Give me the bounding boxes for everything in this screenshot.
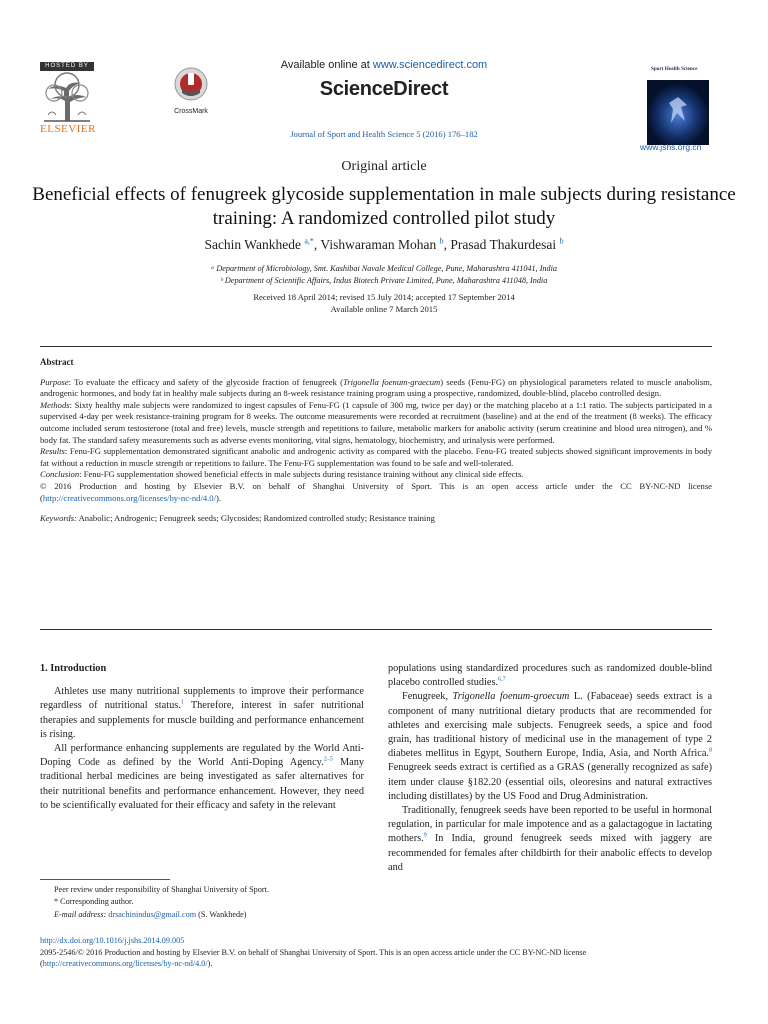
author-list: Sachin Wankhede $^{a,*}$, Vishwaraman Mohan $^b$, Prasad Thakurdesai $^b$ bbox=[204, 236, 564, 252]
abstract-copyright bbox=[40, 481, 712, 504]
keywords-label: Keywords: bbox=[40, 513, 77, 524]
sciencedirect-brand: ScienceDirect bbox=[319, 78, 449, 100]
crossmark-label: CrossMark bbox=[174, 108, 208, 115]
paragraph bbox=[388, 690, 712, 804]
author-affiliation-mark[interactable]: a,* bbox=[304, 236, 314, 246]
hosted-by-label: HOSTED BY bbox=[40, 62, 94, 71]
sciencedirect-link[interactable]: www.sciencedirect.com bbox=[372, 59, 488, 71]
purpose-label: Purpose bbox=[40, 376, 69, 387]
reference-link[interactable]: 1 bbox=[180, 699, 184, 706]
jshs-link[interactable]: www.jshs.org.cn bbox=[640, 142, 702, 152]
paragraph-text: populations using standardized procedures such as randomized double-blind placebo controlled studies. bbox=[388, 663, 712, 689]
corresponding-author-note: * Corresponding author. bbox=[54, 897, 134, 907]
purpose-text: : To evaluate the efficacy and safety of the glycoside fraction of fenugreek ( bbox=[68, 376, 343, 387]
article-type: Original article bbox=[341, 159, 427, 174]
paragraph bbox=[388, 662, 712, 690]
email-owner: (S. Wankhede) bbox=[196, 909, 247, 919]
divider bbox=[40, 629, 712, 630]
license-link[interactable]: http://creativecommons.org/licenses/by-nc-nd/4.0/ bbox=[42, 492, 216, 503]
paragraph-text: Therefore, interest in safer nutritional therapies and supplements for muscle building and performance enhancement is rising. bbox=[40, 700, 364, 740]
reference-link[interactable]: 8 bbox=[709, 747, 712, 754]
keywords bbox=[40, 513, 712, 525]
abstract-results bbox=[40, 446, 712, 469]
paragraph bbox=[40, 685, 364, 742]
cover-title: Sport Health Science bbox=[647, 63, 709, 80]
paragraph-text: Athletes use many nutritional supplements to improve their performance regardless of nutritional status. bbox=[40, 686, 364, 712]
email-link[interactable]: drsachinindus@gmail.com bbox=[108, 909, 197, 919]
online-date: Available online 7 March 2015 bbox=[330, 304, 438, 314]
section-heading: 1. Introduction bbox=[40, 663, 107, 674]
journal-citation-link[interactable]: Journal of Sport and Health Science 5 (2016) 176–182 bbox=[290, 129, 478, 139]
paragraph-text: Fenugreek, bbox=[402, 691, 453, 703]
reference-link[interactable]: 9 bbox=[423, 833, 427, 840]
received-dates: Received 18 April 2014; revised 15 July 2014; accepted 17 September 2014 bbox=[253, 292, 515, 302]
paragraph-text: Many traditional herbal medicines are being investigated as safer alternatives for their nutritional benefits and performance enhancement. However, they need to be scientifically evaluated for their efficacy and safety in the relevant bbox=[40, 757, 364, 811]
abstract-conclusion bbox=[40, 469, 712, 481]
article-title: Beneficial effects of fenugreek glycoside supplementation in male subjects during resistance training: A randomized controlled pilot study bbox=[32, 184, 736, 229]
copyright-text: © 2016 Production and hosting by Elsevier B.V. on behalf of Shanghai University of Sport. This is an open access article under the CC BY-NC-ND license ( bbox=[40, 480, 712, 503]
author-name[interactable]: Sachin Wankhede bbox=[204, 237, 301, 252]
paragraph-text: L. (Fabaceae) seeds extract is a component of many nutritional dietary products that are recommended for athletes and exercising male subjects. Fenugreek seeds, a spice and food grain, has traditional history of medicinal use in the management of type 2 diabetes mellitus in Egypt, Southern Europe, India, Asia, and North Africa. bbox=[388, 691, 713, 760]
paragraph-text: All performance enhancing supplements are regulated by the World Anti-Doping Code as defined by the World Anti-Doping Agency. bbox=[40, 743, 364, 769]
license-link[interactable]: http://creativecommons.org/licenses/by-nc-nd/4.0/ bbox=[42, 959, 208, 969]
body-column-left bbox=[40, 662, 364, 813]
peer-review-note: Peer review under responsibility of Shanghai University of Sport. bbox=[54, 885, 269, 894]
affiliation-b: ᵇ Department of Scientific Affairs, Indus Biotech Private Limited, Pune, Maharashtra 411048, India bbox=[220, 276, 548, 285]
author-affiliation-mark[interactable]: b bbox=[559, 236, 564, 246]
article-footer bbox=[40, 935, 712, 970]
methods-text: : Sixty healthy male subjects were randomized to ingest capsules of Fenu-FG (1 capsule of 300 mg, twice per day) or the matching placebo at a 1:1 ratio. The subjects participated in a supervised 4-day per week resistance-training program for 8 weeks. The outcome measurements were recorded at recruitment (baseline) and at the end of the treatment (8 weeks). The efficacy outcome included serum testosterone (total and free) levels, muscle strength and repetitions to failure, metabolic markers for anabolic activity (serum creatinine and blood urea nitrogen), and % body fat. The standard safety measurements such as adverse events monitoring, vital signs, hematology, biochemistry, and urinalysis were performed. bbox=[40, 399, 712, 445]
issn-text: ). bbox=[207, 959, 213, 969]
abstract-purpose bbox=[40, 377, 712, 400]
footnotes bbox=[40, 884, 364, 921]
abstract-methods bbox=[40, 400, 712, 446]
abstract-heading: Abstract bbox=[40, 357, 74, 367]
issn-text: 2095-2546/© 2016 Production and hosting by Elsevier B.V. on behalf of Shanghai University of Sport. This is an open access article under the CC BY-NC-ND license ( bbox=[40, 947, 587, 969]
paragraph-text: Fenugreek seeds extract is certified as a GRAS (generally recognized as safe) item under clause §182.20 (essential oils, oleoresins and natural extractives including distillates) by the US Food and Drug Administration. bbox=[388, 762, 712, 802]
results-text: : Fenu-FG supplementation demonstrated significant anabolic and androgenic activity as compared with the placebo. Fenu-FG treated subjects showed significant improvements in body fat without a reduction in muscle strength or repetitions to failure. The Fenu-FG supplementation was found to be safe and well-tolerated. bbox=[40, 446, 712, 468]
issn-copyright bbox=[40, 947, 712, 970]
reference-link[interactable]: 2–5 bbox=[323, 756, 333, 763]
paragraph bbox=[388, 804, 712, 875]
paragraph-text: In India, ground fenugreek seeds mixed with jaggery are recommended for females after childbirth for their anabolic effects to develop and bbox=[388, 833, 712, 873]
available-prefix: Available online at bbox=[280, 59, 373, 71]
paragraph bbox=[40, 742, 364, 813]
species-name: Trigonella foenum-groecum bbox=[452, 691, 570, 703]
doi-link[interactable]: http://dx.doi.org/10.1016/j.jshs.2014.09.005 bbox=[40, 936, 185, 945]
copyright-text: ). bbox=[215, 492, 221, 503]
elsevier-wordmark: ELSEVIER bbox=[40, 123, 96, 135]
paragraph-text: Traditionally, fenugreek seeds have been reported to be useful in hormonal regulation, in particular for male impotence and as a galactagogue in lactating mothers. bbox=[388, 805, 712, 845]
conclusion-label: Conclusion bbox=[40, 469, 80, 480]
affiliation-a: ᵃ Department of Microbiology, Smt. Kashibai Navale Medical College, Pune, Maharashtra 411041, India bbox=[211, 264, 557, 273]
footnote-divider bbox=[40, 879, 170, 880]
species-name: Trigonella foenum-graecum bbox=[343, 376, 441, 387]
email-label: E-mail address: bbox=[54, 909, 109, 919]
conclusion-text: : Fenu-FG supplementation showed beneficial effects in male subjects during resistance training without any clinical side effects. bbox=[79, 469, 524, 480]
email-note bbox=[40, 909, 364, 921]
author-name[interactable]: Prasad Thakurdesai bbox=[450, 237, 557, 252]
results-label: Results bbox=[40, 446, 65, 457]
divider bbox=[40, 346, 712, 347]
methods-label: Methods bbox=[40, 399, 70, 410]
reference-link[interactable]: 6,7 bbox=[498, 676, 506, 683]
purpose-text: ) seeds (Fenu-FG) on physiological parameters related to muscle anabolism, androgenic hormones, and body fat in healthy male subjects during an 8-week resistance training program using a prospective, randomized, double-blind, placebo controlled design. bbox=[40, 376, 712, 399]
author-affiliation-mark[interactable]: b bbox=[439, 236, 444, 246]
author-name[interactable]: Vishwaraman Mohan bbox=[320, 237, 437, 252]
keywords-text: Anabolic; Androgenic; Fenugreek seeds; Glycosides; Randomized controlled study; Resistance training bbox=[76, 513, 435, 524]
abstract-section bbox=[40, 357, 712, 525]
body-column-right bbox=[388, 662, 712, 875]
journal-cover-image bbox=[647, 63, 709, 145]
